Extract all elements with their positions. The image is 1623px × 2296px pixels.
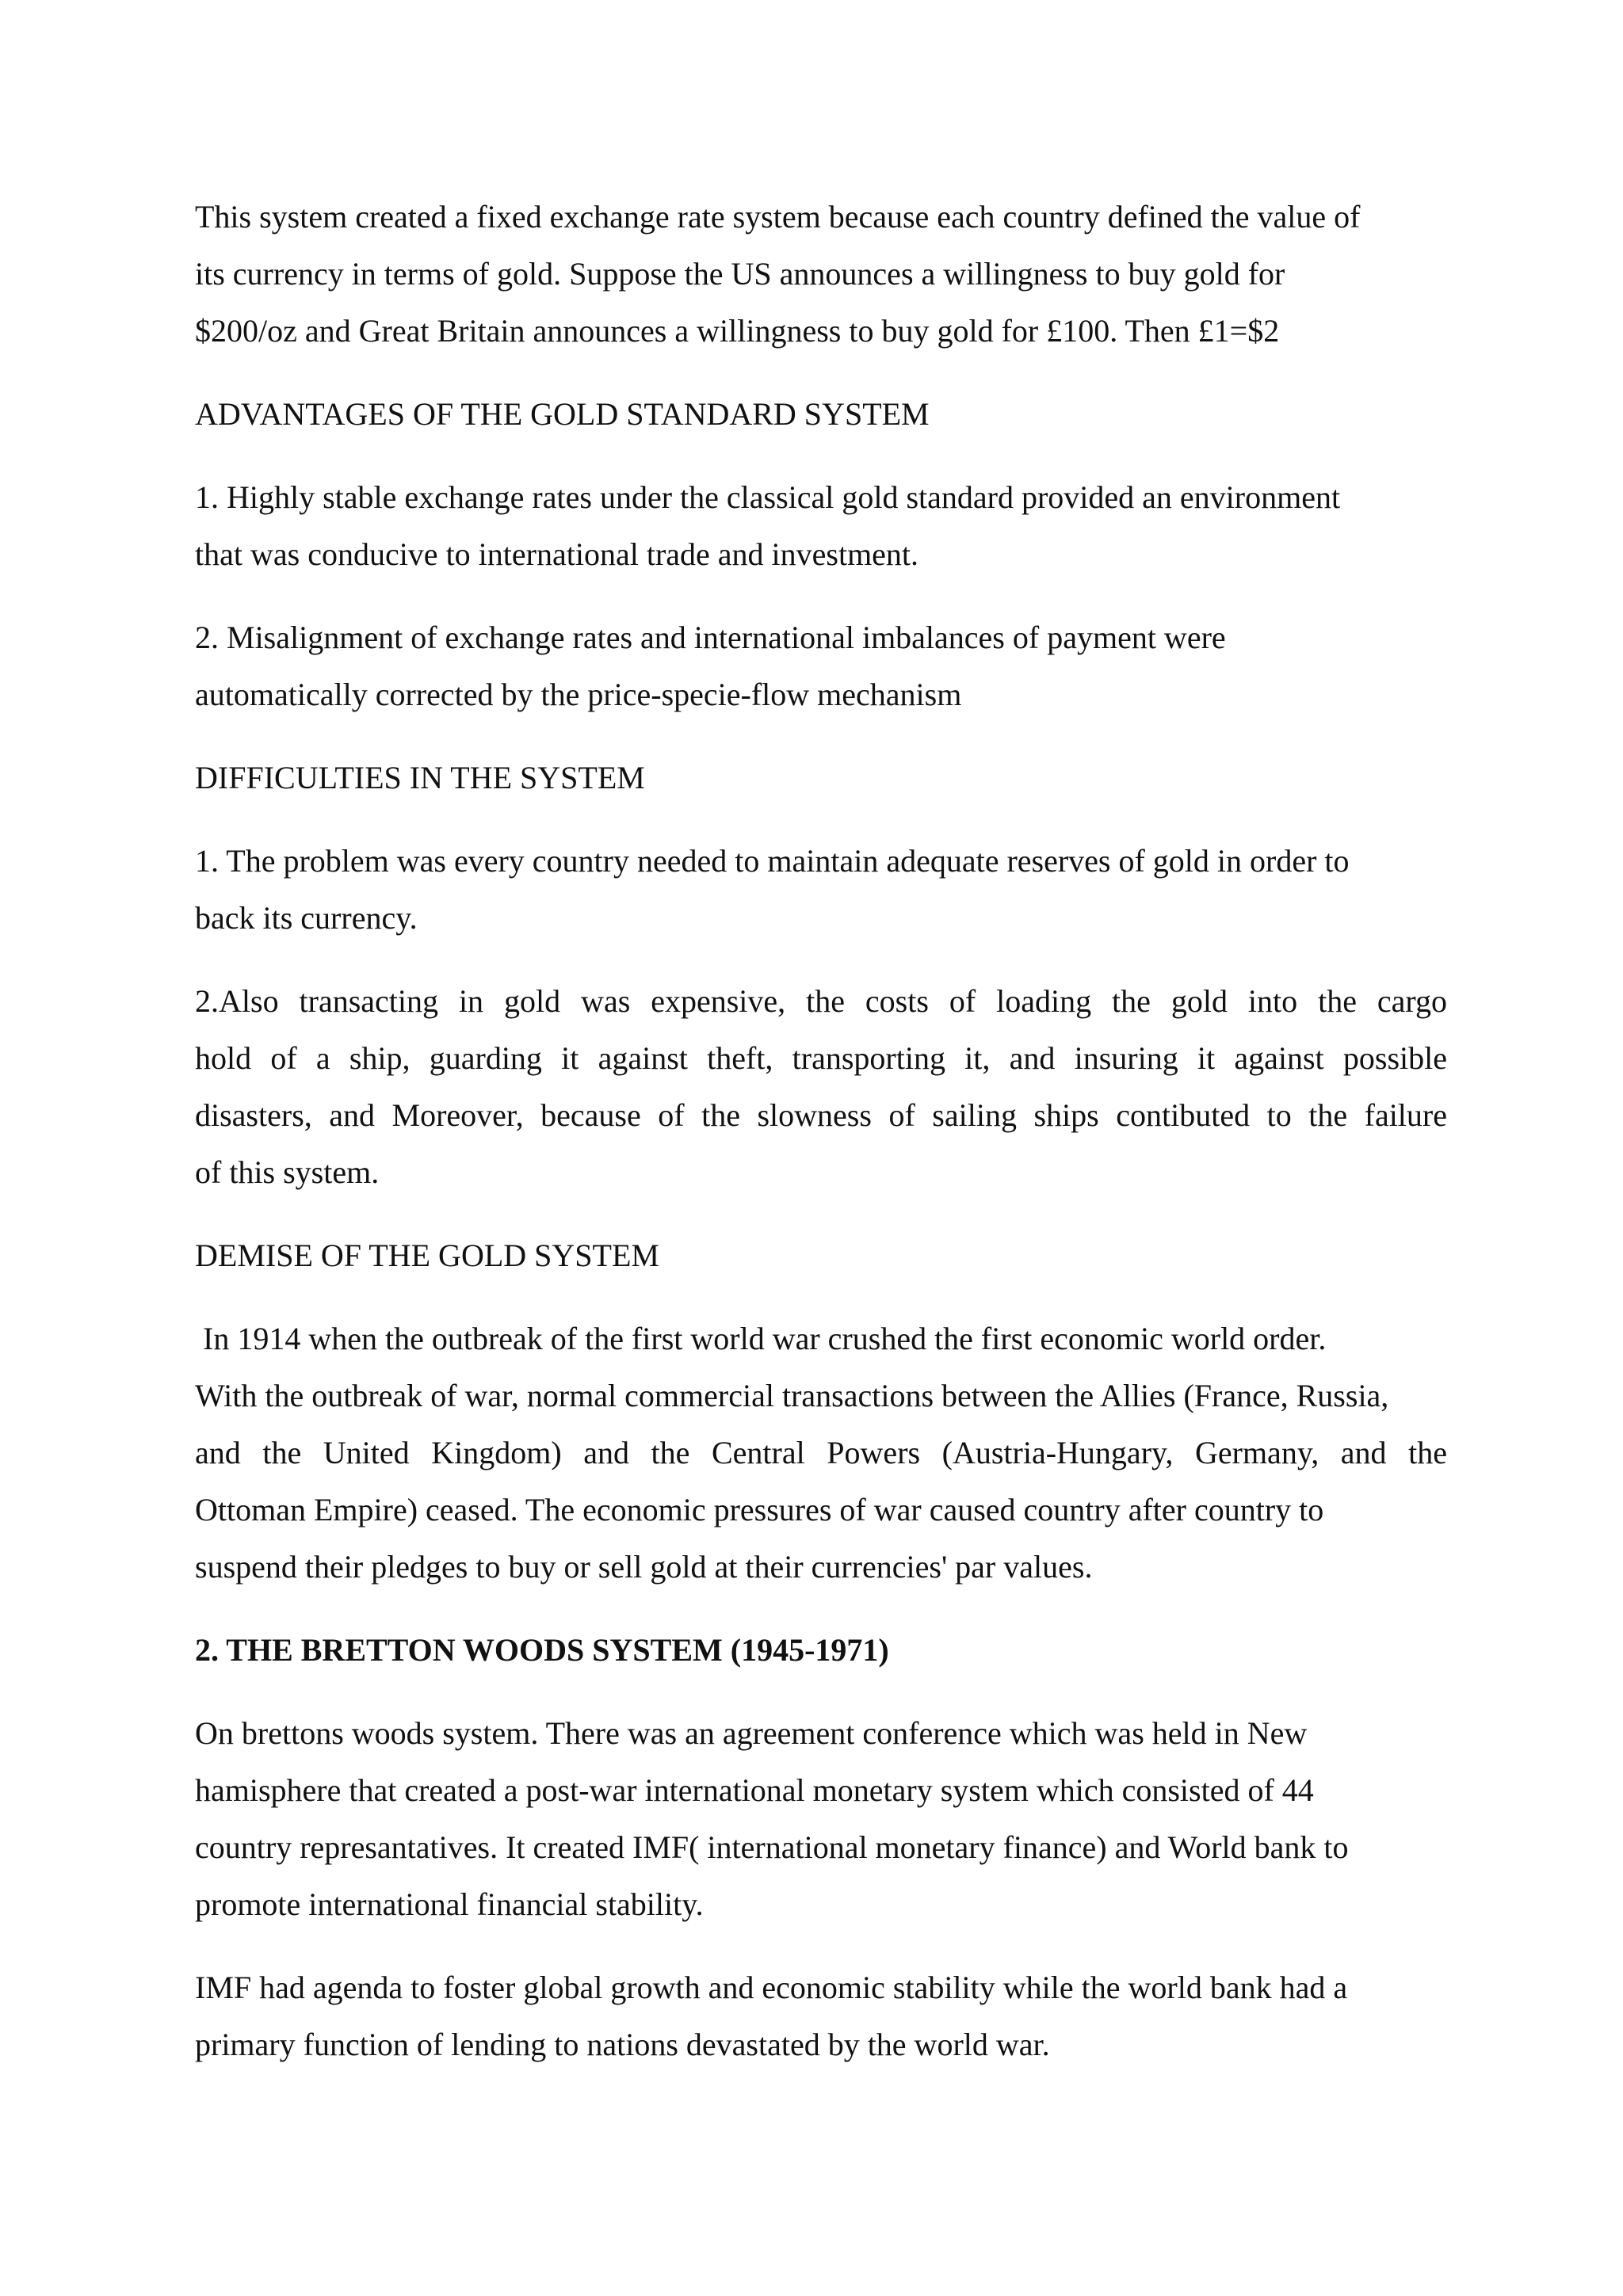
text-line: and the United Kingdom) and the Central Powers (Austria-Hungary, Germany, and the (195, 1435, 1447, 1470)
text-line: its currency in terms of gold. Suppose the US announces a willingness to buy gold for (195, 256, 1285, 292)
heading-text: ADVANTAGES OF THE GOLD STANDARD SYSTEM (195, 396, 930, 432)
paragraph-demise (195, 1310, 1447, 1596)
text-line: automatically corrected by the price-specie-flow mechanism (195, 677, 962, 712)
text-line: suspend their pledges to buy or sell gold at their currencies' par values. (195, 1549, 1093, 1585)
paragraph-advantage-2 (195, 609, 1447, 723)
heading-text: DIFFICULTIES IN THE SYSTEM (195, 760, 645, 795)
text-line: This system created a fixed exchange rate system because each country defined the value of (195, 199, 1361, 235)
text-line: hamisphere that created a post-war international monetary system which consisted of 44 (195, 1772, 1314, 1808)
paragraph-difficulty-1 (195, 833, 1447, 947)
text-line: promote international financial stability. (195, 1886, 704, 1922)
text-line: back its currency. (195, 900, 418, 936)
paragraph-fixed-exchange-rate (195, 189, 1447, 360)
paragraph-bretton-woods (195, 1705, 1447, 1933)
text-line: hold of a ship, guarding it against theft, transporting it, and insuring it against possible (195, 1040, 1447, 1076)
heading-bretton-woods (195, 1622, 1447, 1679)
text-line: Ottoman Empire) ceased. The economic pressures of war caused country after country to (195, 1492, 1324, 1527)
text-line: primary function of lending to nations devastated by the world war. (195, 2027, 1050, 2062)
paragraph-advantage-1 (195, 469, 1447, 583)
text-line: country represantatives. It created IMF( international monetary finance) and World bank to (195, 1829, 1349, 1865)
text-line: that was conducive to international trade and investment. (195, 536, 919, 572)
text-line: 1. Highly stable exchange rates under the classical gold standard provided an environment (195, 479, 1341, 515)
heading-text: 2. THE BRETTON WOODS SYSTEM (1945-1971) (195, 1632, 889, 1668)
text-line: On brettons woods system. There was an agreement conference which was held in New (195, 1715, 1308, 1751)
text-line: $200/oz and Great Britain announces a willingness to buy gold for £100. Then £1=$2 (195, 313, 1280, 349)
heading-demise (195, 1227, 1447, 1284)
document-body (195, 189, 1447, 2100)
heading-difficulties (195, 749, 1447, 807)
paragraph-imf-agenda (195, 1959, 1447, 2073)
text-line: of this system. (195, 1154, 380, 1190)
text-line: disasters, and Moreover, because of the slowness of sailing ships contibuted to the failure (195, 1097, 1447, 1133)
paragraph-difficulty-2 (195, 973, 1447, 1201)
text-line: 2. Misalignment of exchange rates and international imbalances of payment were (195, 620, 1226, 655)
text-line: 1. The problem was every country needed to maintain adequate reserves of gold in order to (195, 843, 1350, 879)
heading-text: DEMISE OF THE GOLD SYSTEM (195, 1238, 659, 1273)
text-line: 2.Also transacting in gold was expensive, the costs of loading the gold into the cargo (195, 983, 1447, 1019)
text-line: IMF had agenda to foster global growth and economic stability while the world bank had a (195, 1970, 1348, 2005)
text-line: With the outbreak of war, normal commercial transactions between the Allies (France, Russia, (195, 1378, 1389, 1413)
text-line: In 1914 when the outbreak of the first world war crushed the first economic world order. (195, 1321, 1327, 1356)
heading-advantages (195, 386, 1447, 443)
